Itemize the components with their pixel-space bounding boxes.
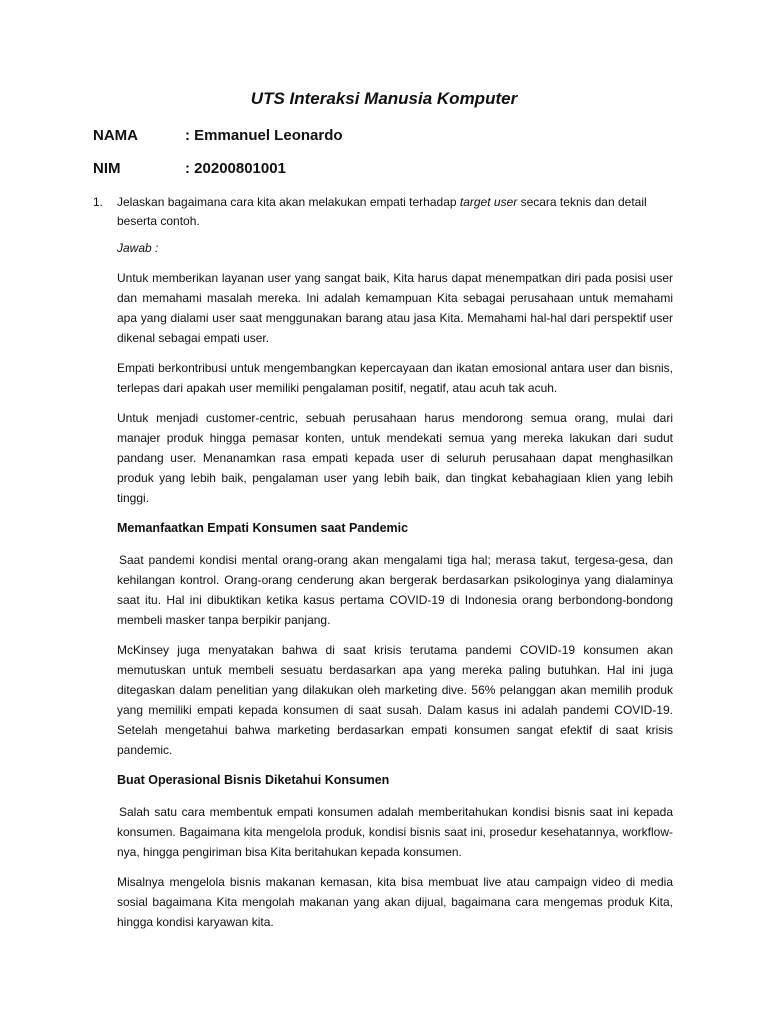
section-heading-pandemic: Memanfaatkan Empati Konsumen saat Pandemic: [117, 521, 409, 535]
answer-body: [117, 238, 673, 942]
question-text: [117, 193, 677, 231]
nim-label: NIM: [93, 160, 121, 177]
paragraph: Saat pandemi kondisi mental orang-orang akan mengalami tiga hal; merasa takut, tergesa-gesa, dan kehilangan kontrol. Orang-orang cenderung akan bergerak berdasarkan psikologinya yang dialaminya saat itu. Hal ini dibuktikan ketika kasus pertama COVID-19 di Indonesia orang berbondong-bondong membeli masker tanpa berpikir panjang.: [117, 553, 673, 627]
paragraph: Misalnya mengelola bisnis makanan kemasan, kita bisa membuat live atau campaign video di media sosial bagaimana Kita mengolah makanan yang akan dijual, bagaimana cara mengemas produk Kita, hingga kondisi karyawan kita.: [117, 875, 673, 929]
question-number: 1.: [93, 195, 104, 209]
paragraph: Untuk menjadi customer-centric, sebuah perusahaan harus mendorong semua orang, mulai dari manajer produk hingga pemasar konten, untuk mendekati semua yang mereka lakukan dari sudut pandang user. Menanamkan rasa empati kepada user di seluruh perusahaan dapat menghasilkan produk yang lebih baik, pengalaman user yang lebih baik, dan tingkat kebahagiaan klien yang lebih tinggi.: [117, 411, 673, 505]
name-row: [93, 127, 343, 144]
question-text-emphasis: target user: [459, 195, 518, 209]
paragraph: McKinsey juga menyatakan bahwa di saat krisis terutama pandemi COVID-19 konsumen akan memutuskan untuk membeli sesuatu berdasarkan apa yang mereka paling butuhkan. Hal ini juga ditegaskan dalam penelitian yang dilakukan oleh marketing dive. 56% pelanggan akan memilih produk yang memiliki empati kepada konsumen di saat susah. Dalam kasus ini adalah pandemi COVID-19. Setelah mengetahui bahwa marketing berdasarkan empati konsumen sangat efektif di saat krisis pandemic.: [117, 643, 673, 757]
answer-label: Jawab :: [117, 241, 159, 255]
nim-row: [93, 160, 286, 177]
document-title: UTS Interaksi Manusia Komputer: [250, 89, 518, 108]
question-text-pre: Jelaskan bagaimana cara kita akan melakukan empati terhadap: [117, 195, 460, 209]
section-heading-operasional: Buat Operasional Bisnis Diketahui Konsumen: [117, 773, 390, 787]
paragraph: Empati berkontribusi untuk mengembangkan kepercayaan dan ikatan emosional antara user dan bisnis, terlepas dari apakah user memiliki pengalaman positif, negatif, atau acuh tak acuh.: [117, 361, 673, 395]
question-text-post: secara teknis dan detail beserta contoh.: [117, 195, 647, 228]
question-1: [93, 193, 683, 231]
paragraph: Untuk memberikan layanan user yang sangat baik, Kita harus dapat menempatkan diri pada posisi user dan memahami masalah mereka. Ini adalah kemampuan Kita sebagai perusahaan untuk memahami apa yang dialami user saat menggunakan barang atau jasa Kita. Memahami hal-hal dari perspektif user dikenal sebagai empati user.: [117, 271, 673, 345]
name-value: : Emmanuel Leonardo: [185, 127, 343, 144]
paragraph: Salah satu cara membentuk empati konsumen adalah memberitahukan kondisi bisnis saat ini kepada konsumen. Bagaimana kita mengelola produk, kondisi bisnis saat ini, prosedur kesehatannya, workflow-nya, hingga pengiriman bisa Kita beritahukan kepada konsumen.: [117, 805, 673, 859]
name-label: NAMA: [93, 127, 138, 144]
nim-value: : 20200801001: [185, 160, 286, 177]
